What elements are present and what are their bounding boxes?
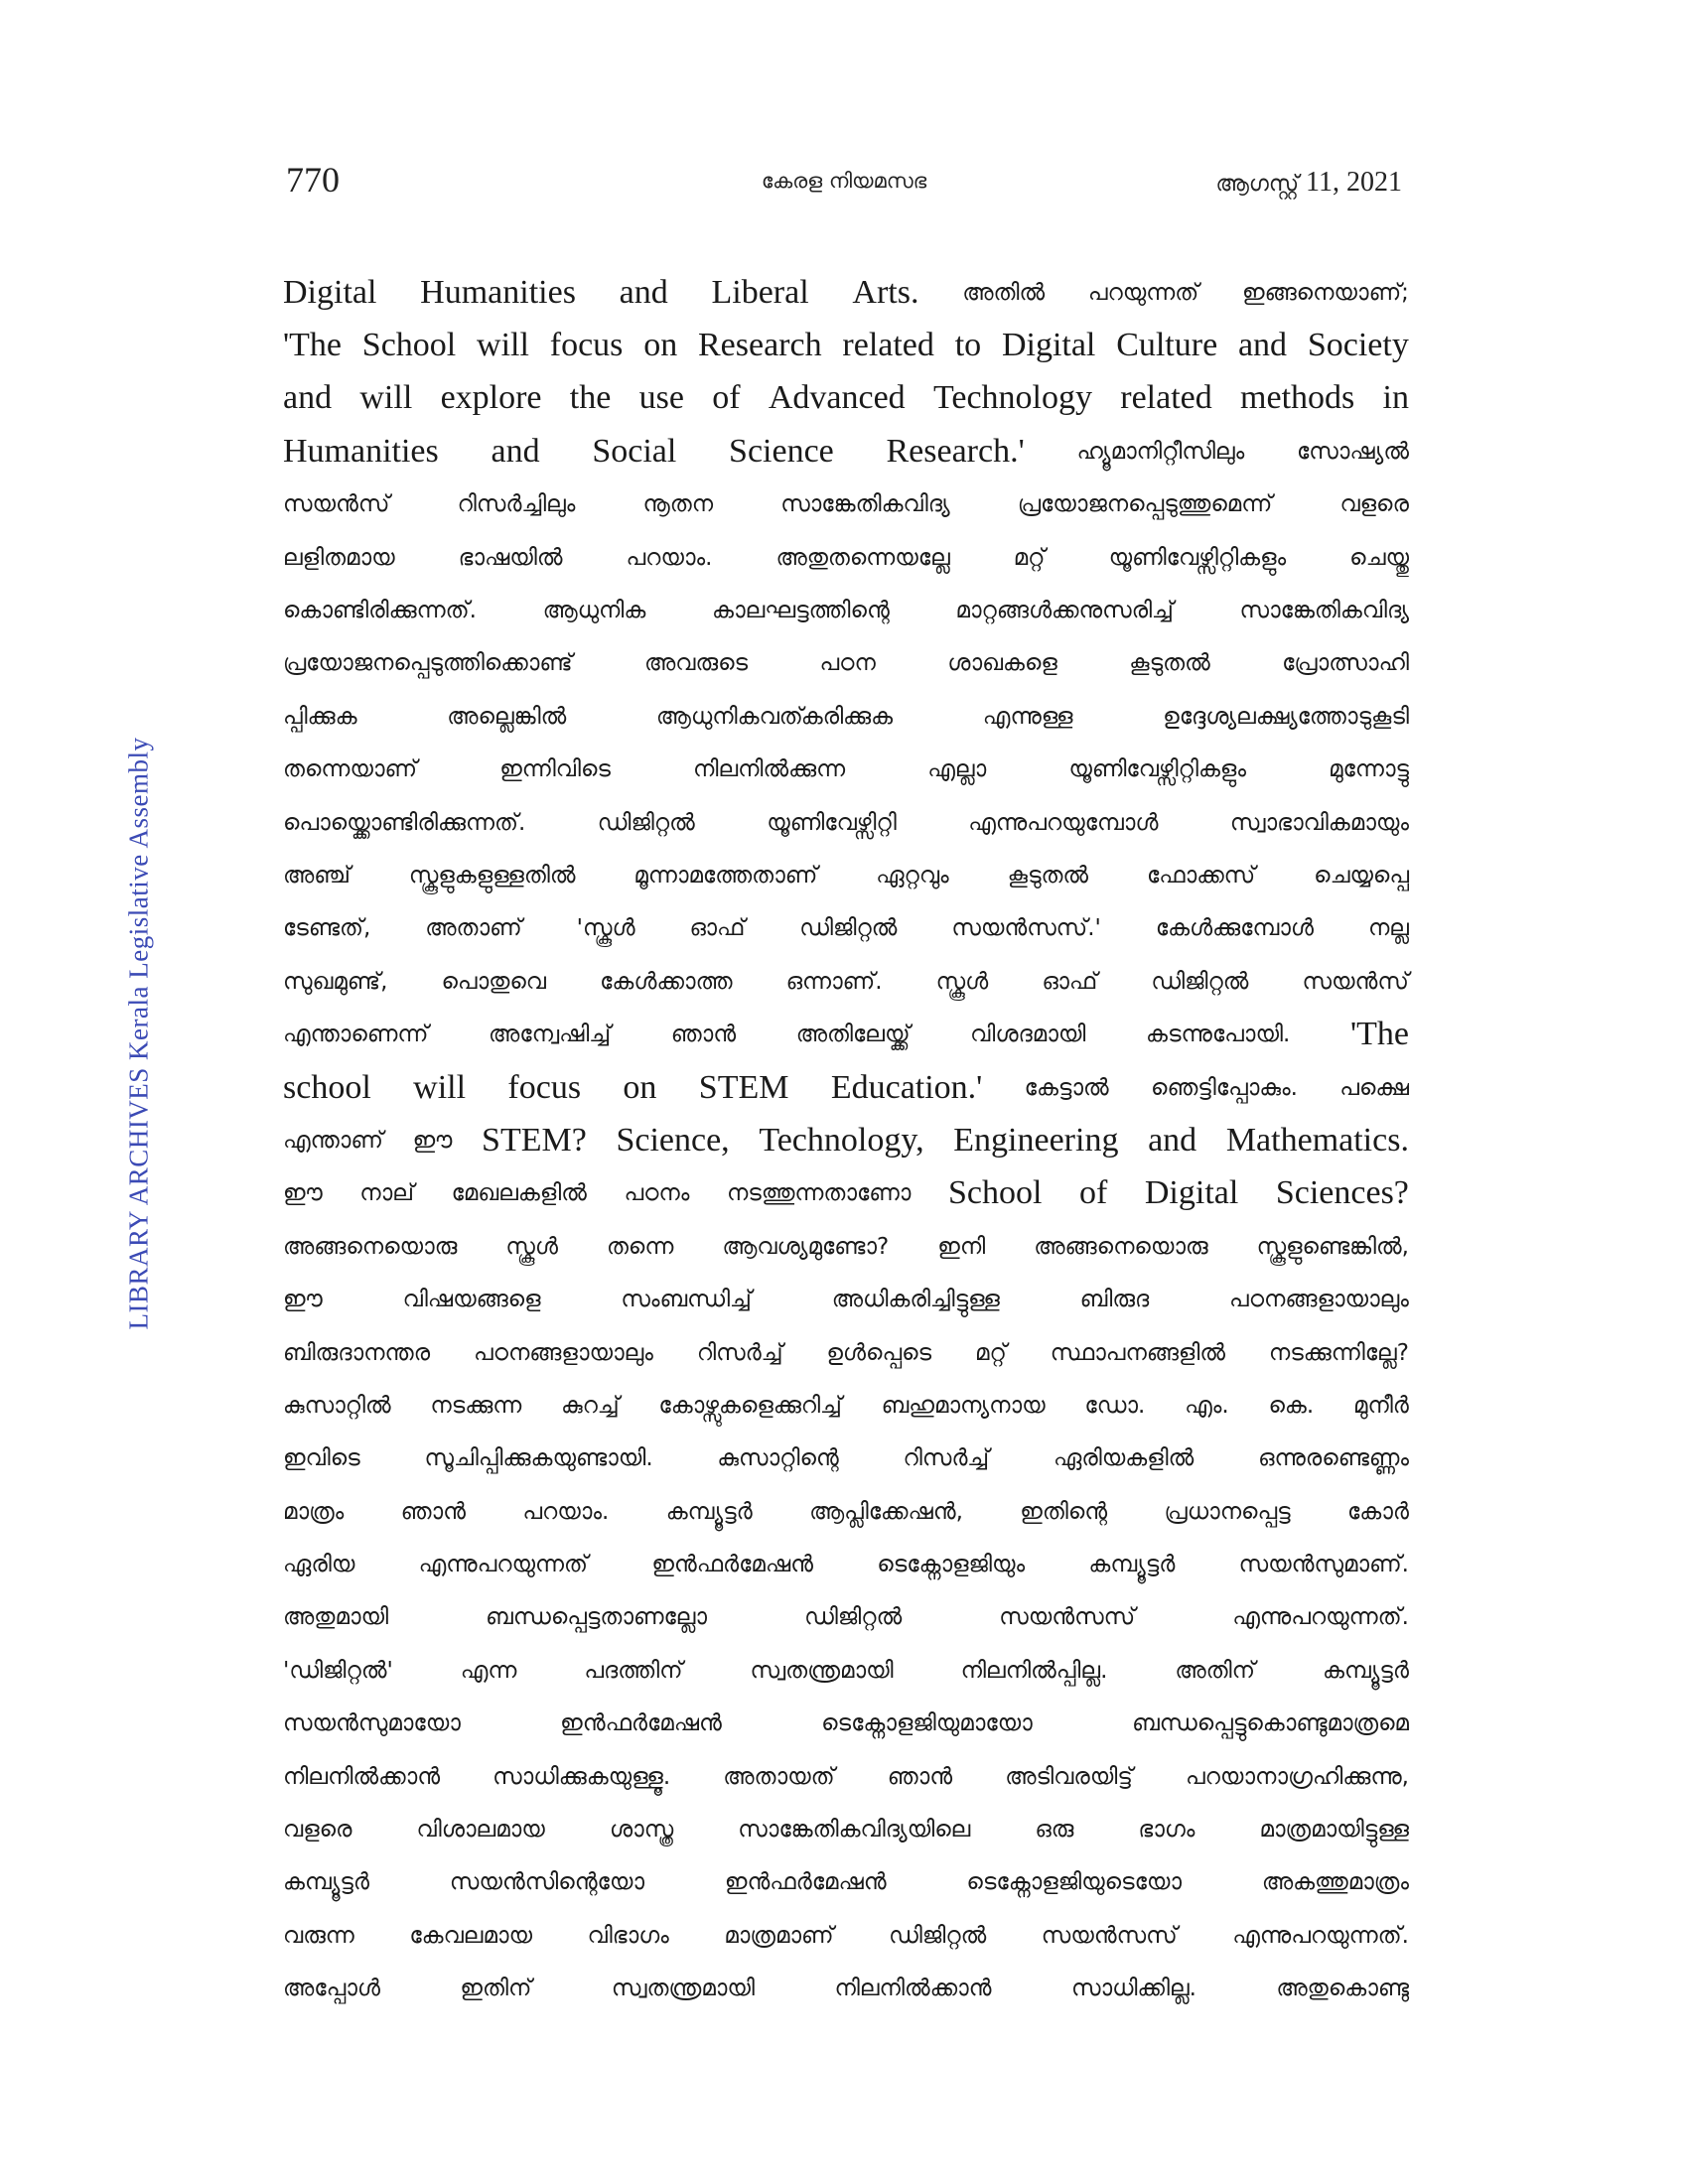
- word: കമ്പ്യൂട്ടർ: [283, 1869, 369, 1896]
- word: തന്നെയാണ്: [283, 756, 418, 783]
- word: Research.': [886, 432, 1025, 470]
- word: ഓഫ്: [689, 915, 746, 942]
- word: കമ്പ്യൂട്ടർ: [665, 1498, 753, 1525]
- word: സ്ഥാപനങ്ങളിൽ: [1050, 1339, 1225, 1366]
- word: കേൾക്കാത്ത: [600, 968, 733, 995]
- word: ഞാൻ: [670, 1022, 737, 1048]
- word: on: [643, 327, 678, 364]
- word: പഠനങ്ങളായാലും: [1229, 1287, 1409, 1313]
- word: 'The: [283, 327, 342, 364]
- word: അന്വേഷിച്ച്: [489, 1022, 612, 1048]
- word: സ്വാഭാവികമായും: [1229, 809, 1409, 836]
- word: കുറച്ച്: [561, 1392, 620, 1419]
- word: അതുമായി: [283, 1604, 389, 1631]
- word: ഞെട്ടിപ്പോകും.: [1151, 1074, 1298, 1101]
- word: പദത്തിന്: [584, 1657, 683, 1684]
- word: സാധിക്കുകയുള്ളൂ.: [492, 1763, 671, 1790]
- text-line: [283, 1433, 1409, 1485]
- word: ആവശ്യമുണ്ടോ?: [722, 1233, 890, 1260]
- word: സാങ്കേതികവിദ്യ: [780, 491, 950, 518]
- word: സയൻസ്: [1302, 968, 1409, 995]
- word: ബിരുദ: [1079, 1287, 1150, 1313]
- word: അതിന്: [1175, 1657, 1256, 1684]
- word: ഡിജിറ്റൽ: [804, 1604, 903, 1631]
- text-line: [283, 584, 1409, 636]
- word: Liberal: [711, 273, 809, 311]
- word: കുസാറ്റിന്റെ: [717, 1445, 839, 1472]
- word: സോഷ്യൽ: [1296, 438, 1409, 465]
- word: നടക്കുന്ന: [430, 1392, 522, 1419]
- word: in: [1382, 379, 1409, 417]
- word: focus: [549, 327, 624, 364]
- word: ബന്ധപ്പെട്ടതാണല്ലോ: [486, 1604, 708, 1631]
- word: ഡോ.: [1084, 1392, 1146, 1419]
- word: Humanities: [420, 273, 576, 311]
- word: കേൾക്കുമ്പോൾ: [1155, 915, 1314, 942]
- word: ഞാൻ: [887, 1763, 953, 1790]
- word: അതിൽ: [962, 279, 1046, 306]
- text-line: [283, 319, 1409, 371]
- word: Technology,: [759, 1121, 924, 1159]
- word: സയൻസസ്: [999, 1604, 1136, 1631]
- word: Science: [729, 432, 834, 470]
- word: ഏറ്റവും: [876, 862, 949, 888]
- word: കോഴ്സുകളെക്കുറിച്ച്: [658, 1392, 842, 1419]
- word: കമ്പ്യൂട്ടർ: [1323, 1657, 1409, 1684]
- word: അങ്ങനെയൊരു: [1034, 1233, 1208, 1260]
- word: സംബന്ധിച്ച്: [621, 1287, 752, 1313]
- word: സാങ്കേതികവിദ്യയിലെ: [738, 1817, 971, 1843]
- word: എല്ലാ: [927, 756, 987, 783]
- word: to: [954, 327, 982, 364]
- word: Culture: [1116, 327, 1218, 364]
- word: and: [1237, 327, 1288, 364]
- word: കമ്പ്യൂട്ടർ: [1088, 1552, 1176, 1578]
- body-text: [283, 266, 1409, 2015]
- word: മുന്നോട്ടു: [1329, 756, 1409, 783]
- word: ഈ: [283, 1180, 323, 1207]
- word: ഈ: [412, 1127, 453, 1154]
- word: വരുന്ന: [283, 1922, 354, 1949]
- word: എന്നുപറയുമ്പോൾ: [968, 809, 1159, 836]
- word: ഒരു: [1035, 1817, 1074, 1843]
- word: use: [638, 379, 684, 417]
- text-line: [283, 1379, 1409, 1432]
- word: നടക്കുന്നില്ലേ?: [1268, 1339, 1409, 1366]
- text-line: [283, 1114, 1409, 1166]
- word: സാങ്കേതികവിദ്യ: [1239, 598, 1409, 624]
- word: മൂന്നാമത്തേതാണ്: [633, 862, 818, 888]
- word: യൂണിവേഴ്സിറ്റി: [767, 809, 897, 836]
- text-line: [283, 1856, 1409, 1909]
- word: ചെയ്യപ്പെ: [1314, 862, 1409, 888]
- word: 'The: [1349, 1016, 1409, 1053]
- word: of: [1079, 1174, 1108, 1212]
- word: Social: [592, 432, 677, 470]
- assembly-title: കേരള നിയമസഭ: [761, 169, 927, 193]
- word: ഹ്യൂമാനിറ്റീസിലും: [1076, 438, 1245, 465]
- word: the: [569, 379, 612, 417]
- word: Society: [1307, 327, 1409, 364]
- word: ഒന്നുരണ്ടെണ്ണം: [1258, 1445, 1409, 1472]
- word: ഇവിടെ: [283, 1445, 360, 1472]
- word: അടിവരയിട്ട്: [1005, 1763, 1133, 1790]
- word: will: [413, 1068, 467, 1106]
- word: ഇന്നിവിടെ: [499, 756, 611, 783]
- text-line: [283, 690, 1409, 743]
- word: ടെക്നോളജിയുമായോ: [821, 1710, 1033, 1737]
- word: Mathematics.: [1225, 1121, 1409, 1159]
- word: ഇൻഫർമേഷൻ: [724, 1869, 887, 1896]
- text-line: [283, 1326, 1409, 1379]
- header-date: [1215, 167, 1402, 199]
- text-line: [283, 796, 1409, 849]
- word: ഇതിന്: [460, 1976, 532, 2002]
- word: അല്ലെങ്കിൽ: [447, 703, 567, 730]
- text-line: [283, 1644, 1409, 1697]
- word: സയൻസിന്റെയോ: [449, 1869, 645, 1896]
- word: and: [619, 273, 668, 311]
- word: STEM: [698, 1068, 789, 1106]
- word: സ്കൂൾ: [505, 1233, 558, 1260]
- word: അഞ്ച്: [283, 862, 351, 888]
- word: റിസർച്ചിലും: [457, 491, 576, 518]
- word: വിശാലമായ: [416, 1817, 545, 1843]
- text-line: [283, 902, 1409, 955]
- word: ശാസ്ത്ര: [609, 1817, 674, 1843]
- word: അധികരിച്ചിട്ടുള്ള: [831, 1287, 1000, 1313]
- text-line: [283, 425, 1409, 478]
- word: പറയാനാഗ്രഹിക്കുന്നു,: [1185, 1763, 1409, 1790]
- word: അതുകൊണ്ടു: [1276, 1976, 1409, 2002]
- word: സ്കൂളുണ്ടെങ്കിൽ,: [1256, 1233, 1409, 1260]
- word: സ്വതന്ത്രമായി: [611, 1976, 756, 2002]
- word: മറ്റ്: [975, 1339, 1007, 1366]
- word: അതായത്: [723, 1763, 835, 1790]
- word: ഇനി: [937, 1233, 986, 1260]
- word: Science,: [616, 1121, 730, 1159]
- word: സയൻസുമായോ: [283, 1710, 461, 1737]
- text-line: [283, 1538, 1409, 1590]
- word: and: [491, 432, 540, 470]
- word: ബിരുദാനന്തര: [283, 1339, 431, 1366]
- word: എന്താണ്: [283, 1127, 383, 1154]
- text-line: [283, 1061, 1409, 1114]
- word: കൂടുതൽ: [1007, 862, 1089, 888]
- word: ഫോക്കസ്: [1146, 862, 1256, 888]
- word: എം.: [1185, 1392, 1229, 1419]
- word: ഇൻഫർമേഷൻ: [560, 1710, 722, 1737]
- word: സയൻസസ്.': [951, 915, 1101, 942]
- word: ഡിജിറ്റൽ: [1151, 968, 1249, 995]
- word: പൊതുവെ: [441, 968, 547, 995]
- word: explore: [440, 379, 542, 417]
- word: ഡിജിറ്റൽ: [889, 1922, 987, 1949]
- word: ഒന്നാണ്.: [785, 968, 883, 995]
- word: നടത്തുന്നതാണോ: [726, 1180, 912, 1207]
- word: ഇങ്ങനെയാണ്;: [1242, 279, 1409, 306]
- word: വിശദമായി: [970, 1022, 1086, 1048]
- word: പഠന: [819, 650, 876, 677]
- word: Arts.: [852, 273, 919, 311]
- word: കോർ: [1346, 1498, 1409, 1525]
- word: എന്ന: [460, 1657, 517, 1684]
- word: ഈ: [283, 1287, 323, 1313]
- word: അപ്പോൾ: [283, 1976, 380, 2002]
- word: പറയാം.: [522, 1498, 610, 1525]
- word: തന്നെ: [606, 1233, 674, 1260]
- word: അവരുടെ: [644, 650, 749, 677]
- word: നിലനിൽക്കുന്ന: [693, 756, 846, 783]
- word: will: [477, 327, 529, 364]
- word: ഡിജിറ്റൽ: [597, 809, 695, 836]
- word: ആധുനികവത്കരിക്കുക: [655, 703, 894, 730]
- word: and: [283, 379, 333, 417]
- word: നിലനിൽക്കാൻ: [283, 1763, 441, 1790]
- word: methods: [1240, 379, 1355, 417]
- word: റിസർച്ച്: [696, 1339, 783, 1366]
- word: അതാണ്: [425, 915, 522, 942]
- word: ബന്ധപ്പെട്ടുകൊണ്ടുമാത്രമെ: [1132, 1710, 1409, 1737]
- word: മേഖലകളിൽ: [451, 1180, 587, 1207]
- word: നിലനിൽപ്പില്ല.: [960, 1657, 1108, 1684]
- word: കെ.: [1268, 1392, 1315, 1419]
- word: എന്നുള്ള: [982, 703, 1073, 730]
- text-line: [283, 1909, 1409, 1962]
- text-line: [283, 1485, 1409, 1538]
- word: ടേണ്ടത്,: [283, 915, 371, 942]
- word: focus: [507, 1068, 582, 1106]
- word: പൊയ്ക്കൊണ്ടിരിക്കുന്നത്.: [283, 809, 526, 836]
- word: School: [361, 327, 457, 364]
- word: Digital: [283, 273, 377, 311]
- word: ആധുനിക: [542, 598, 646, 624]
- word: നാല്: [359, 1180, 415, 1207]
- library-archives-watermark: LIBRARY ARCHIVES Kerala Legislative Assembly: [123, 737, 154, 1330]
- word: കുസാറ്റിൽ: [283, 1392, 391, 1419]
- word: STEM?: [482, 1121, 587, 1159]
- word: ബഹുമാന്യനായ: [881, 1392, 1046, 1419]
- word: Research: [698, 327, 822, 364]
- word: എന്നുപറയുന്നത്.: [1232, 1604, 1409, 1631]
- word: ലളിതമായ: [283, 544, 395, 571]
- word: കൊണ്ടിരിക്കുന്നത്.: [283, 598, 477, 624]
- word: മറ്റ്: [1013, 544, 1046, 571]
- page-number: 770: [286, 160, 340, 200]
- word: സയൻസസ്: [1041, 1922, 1178, 1949]
- word: ടെക്നോളജിയും: [877, 1552, 1026, 1578]
- word: പ്പിക്കുക: [283, 703, 357, 730]
- word: വിഷയങ്ങളെ: [402, 1287, 541, 1313]
- word: സുഖമുണ്ട്,: [283, 968, 388, 995]
- word: ഡിജിറ്റൽ: [799, 915, 898, 942]
- word: അതുതന്നെയല്ലേ: [775, 544, 950, 571]
- word: സ്കൂൾ: [935, 968, 989, 995]
- word: മാത്രമായിട്ടുള്ള: [1259, 1817, 1409, 1843]
- word: കേവലമായ: [409, 1922, 533, 1949]
- text-line: [283, 1220, 1409, 1273]
- word: ആപ്ലിക്കേഷൻ,: [809, 1498, 963, 1525]
- text-line: [283, 531, 1409, 584]
- word: അതിലേയ്ക്ക്: [795, 1022, 911, 1048]
- word: വളരെ: [1339, 491, 1409, 518]
- word: ഭാഷയിൽ: [458, 544, 563, 571]
- word: റിസർച്ച്: [903, 1445, 990, 1472]
- text-line: [283, 1273, 1409, 1325]
- word: പ്രധാനപ്പെട്ട: [1164, 1498, 1291, 1525]
- word: യൂണിവേഴ്സിറ്റികളും: [1108, 544, 1287, 571]
- word: സാധിക്കില്ല.: [1070, 1976, 1196, 2002]
- text-line: [283, 1008, 1409, 1060]
- word: കൂടുതൽ: [1129, 650, 1210, 677]
- word: School: [948, 1174, 1043, 1212]
- word: ശാഖകളെ: [947, 650, 1057, 677]
- word: ടെക്നോളജിയുടെയോ: [966, 1869, 1183, 1896]
- word: ഓഫ്: [1042, 968, 1098, 995]
- word: Sciences?: [1275, 1174, 1409, 1212]
- word: ഞാൻ: [400, 1498, 467, 1525]
- word: on: [623, 1068, 657, 1106]
- word: Humanities: [283, 432, 439, 470]
- word: will: [359, 379, 413, 417]
- word: സൂചിപ്പിക്കുകയുണ്ടായി.: [424, 1445, 653, 1472]
- word: പ്രയോജനപ്പെടുത്തുമെന്ന്: [1017, 491, 1273, 518]
- word: സ്വതന്ത്രമായി: [750, 1657, 894, 1684]
- text-line: [283, 637, 1409, 690]
- word: ഏരിയകളിൽ: [1053, 1445, 1195, 1472]
- word: and: [1148, 1121, 1197, 1159]
- text-line: [283, 955, 1409, 1008]
- word: നൂതന: [642, 491, 714, 518]
- word: Technology: [932, 379, 1092, 417]
- word: പറയുന്നത്: [1087, 279, 1199, 306]
- word: ഭാഗം: [1138, 1817, 1196, 1843]
- word: ഉൾപ്പെടെ: [826, 1339, 932, 1366]
- word: വളരെ: [283, 1817, 352, 1843]
- word: പ്രയോജനപ്പെടുത്തിക്കൊണ്ട്: [283, 650, 573, 677]
- date-month: ആഗസ്റ്റ്: [1215, 172, 1300, 197]
- date-number: 11, 2021: [1306, 167, 1402, 198]
- word: മാത്രമാണ്: [724, 1922, 834, 1949]
- word: പ്രോത്സാഹി: [1282, 650, 1409, 677]
- text-line: [283, 744, 1409, 796]
- word: മാറ്റങ്ങൾക്കനുസരിച്ച്: [955, 598, 1174, 624]
- word: school: [283, 1068, 371, 1106]
- word: പക്ഷെ: [1339, 1074, 1409, 1101]
- word: ഏരിയ: [283, 1552, 355, 1578]
- word: related: [1120, 379, 1212, 417]
- word: പഠനം: [624, 1180, 690, 1207]
- text-line: [283, 1591, 1409, 1644]
- text-line: [283, 1698, 1409, 1750]
- word: യൂണിവേഴ്സിറ്റികളും: [1068, 756, 1246, 783]
- word: എന്നുപറയുന്നത്: [418, 1552, 589, 1578]
- text-line: [283, 478, 1409, 531]
- text-line: [283, 1167, 1409, 1220]
- word: Digital: [1144, 1174, 1239, 1212]
- word: സയൻസ്: [283, 491, 390, 518]
- word: മുനീർ: [1352, 1392, 1409, 1419]
- text-line: [283, 372, 1409, 425]
- word: വിഭാഗം: [587, 1922, 669, 1949]
- word: നല്ല: [1367, 915, 1409, 942]
- text-line: [283, 1750, 1409, 1803]
- word: എന്നുപറയുന്നത്.: [1232, 1922, 1409, 1949]
- word: Digital: [1001, 327, 1096, 364]
- word: കടന്നുപോയി.: [1146, 1022, 1291, 1048]
- word: ഇതിന്റെ: [1020, 1498, 1108, 1525]
- word: 'ഡിജിറ്റൽ': [283, 1657, 393, 1684]
- word: of: [712, 379, 741, 417]
- text-line: [283, 1803, 1409, 1855]
- word: നിലനിൽക്കാൻ: [834, 1976, 992, 2002]
- text-line: [283, 1963, 1409, 2015]
- word: ഉദ്ദേശ്യലക്ഷ്യത്തോടുകൂടി: [1163, 703, 1409, 730]
- word: കേട്ടാൽ: [1024, 1074, 1109, 1101]
- word: related: [842, 327, 934, 364]
- word: Education.': [830, 1068, 983, 1106]
- word: Advanced: [768, 379, 906, 417]
- text-line: [283, 266, 1409, 319]
- word: അകത്തുമാത്രം: [1261, 1869, 1409, 1896]
- word: ഇൻഫർമേഷൻ: [651, 1552, 813, 1578]
- word: പഠനങ്ങളായാലും: [473, 1339, 653, 1366]
- word: സ്കൂളുകളുള്ളതിൽ: [408, 862, 576, 888]
- word: എന്താണെന്ന്: [283, 1022, 429, 1048]
- word: കാലഘട്ടത്തിന്റെ: [712, 598, 890, 624]
- text-line: [283, 849, 1409, 901]
- word: പറയാം.: [626, 544, 713, 571]
- word: സയൻസുമാണ്.: [1238, 1552, 1409, 1578]
- word: അങ്ങനെയൊരു: [283, 1233, 458, 1260]
- word: മാത്രം: [283, 1498, 345, 1525]
- word: Engineering: [953, 1121, 1119, 1159]
- word: ചെയ്തു: [1349, 544, 1409, 571]
- word: 'സ്കൂൾ: [576, 915, 635, 942]
